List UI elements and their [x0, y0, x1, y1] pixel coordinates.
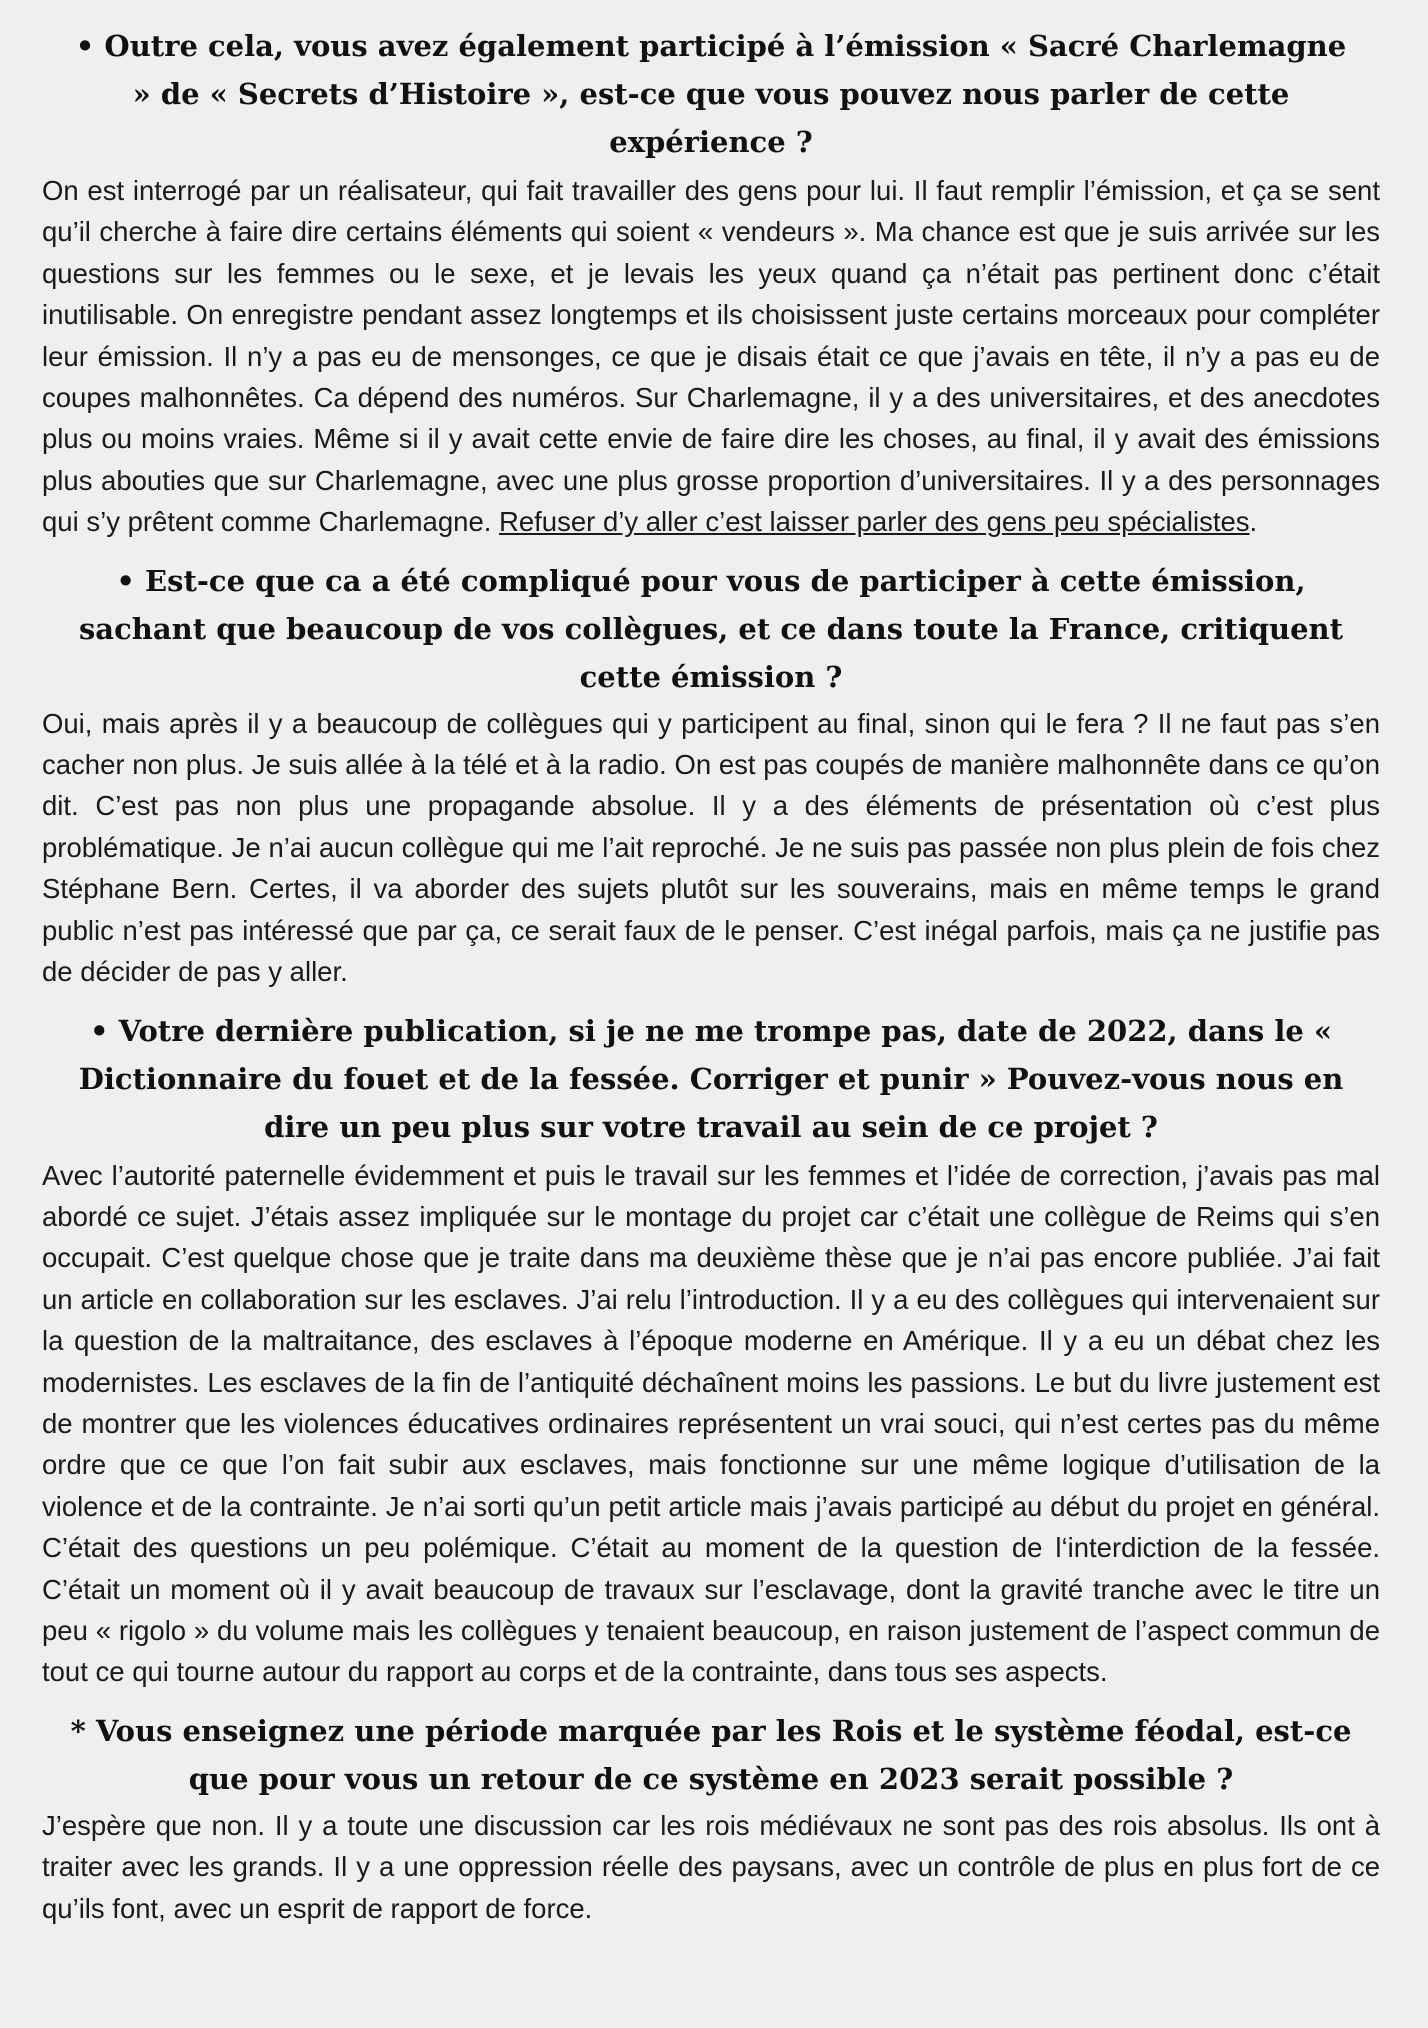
answer-charlemagne: [42, 170, 1380, 543]
question-publication: • Votre dernière publication, si je ne me trompe pas, date de 2022, dans le « Dictionnaire du fouet et de la fessée. Corriger et punir » Pouvez-vous nous en dire un peu plus sur votre travail au sein de ce projet ?: [78, 1013, 1344, 1144]
answer-charlemagne-end: .: [1249, 506, 1258, 538]
interview-page: [42, 22, 1380, 1929]
answer-feodal: J’espère que non. Il y a toute une discussion car les rois médiévaux ne sont pas des rois absolus. Ils ont à traiter avec les grands. Il y a une oppression réelle des paysans, avec un contrôle de plus en plus fort de ce qu’ils font, avec un esprit de rapport de force.: [42, 1809, 1380, 1924]
question-feodal: * Vous enseignez une période marquée par les Rois et le système féodal, est-ce que pour vous un retour de ce système en 2023 serait possible ?: [70, 1713, 1352, 1796]
question-participation: • Est-ce que ca a été compliqué pour vous de participer à cette émission, sachant que beaucoup de vos collègues, et ce dans toute la France, critiquent cette émission ?: [78, 563, 1344, 694]
answer-charlemagne-text: On est interrogé par un réalisateur, qui fait travailler des gens pour lui. Il faut remplir l’émission, et ça se sent qu’il cherche à faire dire certains éléments qui soient « vendeurs ». Ma chance est que je suis arrivée sur les questions sur les femmes ou le sexe, et je levais les yeux quand ça n’était pas pertinent donc c’était inutilisable. On enregistre pendant assez longtemps et ils choisissent juste certains morceaux pour compléter leur émission. Il n’y a pas eu de mensonges, ce que je disais était ce que j’avais en tête, il n’y a pas eu de coupes malhonnêtes. Ca dépend des numéros. Sur Charlemagne, il y a des universitaires, et des anecdotes plus ou moins vraies. Même si il y avait cette envie de faire dire les choses, au final, il y avait des émissions plus abouties que sur Charlemagne, avec une plus grosse proportion d’universitaires. Il y a des personnages qui s’y prêtent comme Charlemagne.: [42, 175, 1380, 538]
answer-participation: Oui, mais après il y a beaucoup de collègues qui y participent au final, sinon qui le fera ? Il ne faut pas s’en cacher non plus. Je suis allée à la télé et à la radio. On est pas coupés de manière malhonnête dans ce qu’on dit. C’est pas non plus une propagande absolue. Il y a des éléments de présentation où c’est plus problématique. Je n’ai aucun collègue qui me l’ait reproché. Je ne suis pas passée non plus plein de fois chez Stéphane Bern. Certes, il va aborder des sujets plutôt sur les souverains, mais en même temps le grand public n’est pas intéressé que par ça, ce serait faux de le penser. C’est inégal parfois, mais ça ne justifie pas de décider de pas y aller.: [42, 707, 1380, 988]
question-charlemagne: • Outre cela, vous avez également participé à l’émission « Sacré Charlemagne » de « Secrets d’Histoire », est-ce que vous pouvez nous parler de cette expérience ?: [75, 29, 1347, 159]
answer-charlemagne-underlined: Refuser d’y aller c’est laisser parler des gens peu spécialistes: [499, 506, 1250, 538]
answer-publication: Avec l’autorité paternelle évidemment et puis le travail sur les femmes et l’idée de correction, j’avais pas mal abordé ce sujet. J’étais assez impliquée sur le montage du projet car c’était une collègue de Reims qui s’en occupait. C’est quelque chose que je traite dans ma deuxième thèse que je n’ai pas encore publiée. J’ai fait un article en collaboration sur les esclaves. J’ai relu l’introduction. Il y a eu des collègues qui intervenaient sur la question de la maltraitance, des esclaves à l’époque moderne en Amérique. Il y a eu un débat chez les modernistes. Les esclaves de la fin de l’antiquité déchaînent moins les passions. Le but du livre justement est de montrer que les violences éducatives ordinaires représentent un vrai souci, qui n’est certes pas du même ordre que ce que l’on fait subir aux esclaves, mais fonctionne sur une même logique d’utilisation de la violence et de la contrainte. Je n’ai sorti qu’un petit article mais j’avais participé au début du projet en général. C’était des questions un peu polémique. C’était au moment de la question de l‘interdiction de la fessée. C’était un moment où il y avait beaucoup de travaux sur l’esclavage, dont la gravité tranche avec le titre un peu « rigolo » du volume mais les collègues y tenaient beaucoup, en raison justement de l’aspect commun de tout ce qui tourne autour du rapport au corps et de la contrainte, dans tous ses aspects.: [42, 1159, 1380, 1688]
